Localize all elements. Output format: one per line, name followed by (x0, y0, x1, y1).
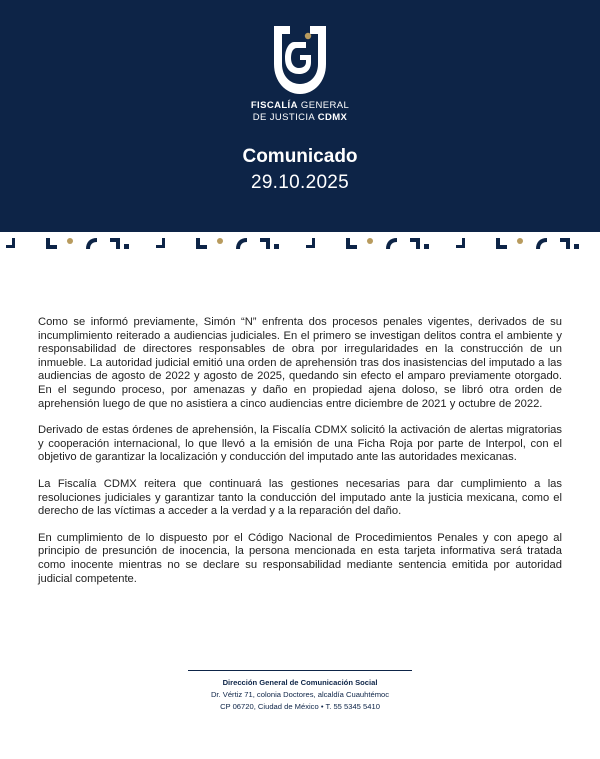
pattern-shape (236, 238, 247, 249)
pattern-shape (46, 238, 57, 249)
pattern-shape (196, 238, 207, 249)
pattern-shape (367, 238, 373, 244)
footer-contact: CP 06720, Ciudad de México • T. 55 5345 5410 (220, 702, 380, 711)
pattern-shape (517, 238, 523, 244)
page-title: Comunicado (242, 146, 358, 167)
pattern-shape (274, 244, 279, 249)
pattern-shape (560, 238, 570, 249)
footer-divider (188, 670, 412, 671)
pattern-shape (217, 238, 223, 244)
pattern-shape (536, 238, 547, 249)
pattern-shape (306, 238, 315, 248)
footer-address: Dr. Vértiz 71, colonia Doctores, alcaldía Cuauhtémoc (210, 690, 390, 699)
footer-title: Dirección General de Comunicación Social (222, 678, 378, 687)
pattern-shape (574, 244, 579, 249)
pattern-shape (386, 238, 397, 249)
pattern-shape (346, 238, 357, 249)
footer (0, 677, 600, 713)
pattern-shape (6, 238, 15, 248)
pattern-shape (86, 238, 97, 249)
paragraph: En cumplimiento de lo dispuesto por el Código Nacional de Procedimientos Penales y con apego al principio de presunción de inocencia, la persona mencionada en esta tarjeta informativa será tratada como inocente mientras no se declare su responsabilidad mediante sentencia emitida por autoridad judicial competente. (38, 531, 562, 585)
pattern-shape (424, 244, 429, 249)
fgj-logo-icon (266, 24, 334, 96)
paragraph: La Fiscalía CDMX reitera que continuará las gestiones necesarias para dar cumplimiento a las resoluciones judiciales y garantizar tanto la conducción del imputado ante la justicia mexicana, como el derecho de las víctimas a acceder a la verdad y a la reparación del daño. (38, 477, 562, 518)
header-banner (0, 0, 600, 232)
paragraph: Como se informó previamente, Simón “N” enfrenta dos procesos penales vigentes, derivados de su incumplimiento reiterado a audiencias judiciales. En el primero se investigan delitos contra el ambiente y responsabilidad de directores responsables de obra por irregularidades en la construcción de un inmueble. La autoridad judicial emitió una orden de aprehensión tras dos inasistencias del imputado a las audiencias de agosto de 2022 y agosto de 2025, quedando sin efecto el amparo previamente otorgado. En el segundo proceso, por amenazas y daño en propiedad ajena doloso, se libró otra orden de aprehensión luego de que no asistiera a cinco audiencias entre diciembre de 2021 y octubre de 2022. (38, 316, 562, 410)
pattern-shape (110, 238, 120, 249)
body-text (38, 316, 562, 599)
publication-date: 29.10.2025 (250, 172, 350, 193)
decorative-pattern-strip (0, 234, 600, 254)
pattern-shape (496, 238, 507, 249)
pattern-shape (410, 238, 420, 249)
org-name: FISCALÍA GENERAL DE JUSTICIA CDMX (250, 100, 350, 123)
pattern-shape (156, 238, 165, 248)
pattern-shape (456, 238, 465, 248)
pattern-shape (67, 238, 73, 244)
pattern-shape (260, 238, 270, 249)
pattern-shape (124, 244, 129, 249)
paragraph: Derivado de estas órdenes de aprehensión, la Fiscalía CDMX solicitó la activación de alertas migratorias y cooperación internacional, lo que llevó a la emisión de una Ficha Roja por parte de Interpol, con el objetivo de garantizar la localización y conducción del imputado ante las autoridades mexicanas. (38, 424, 562, 464)
